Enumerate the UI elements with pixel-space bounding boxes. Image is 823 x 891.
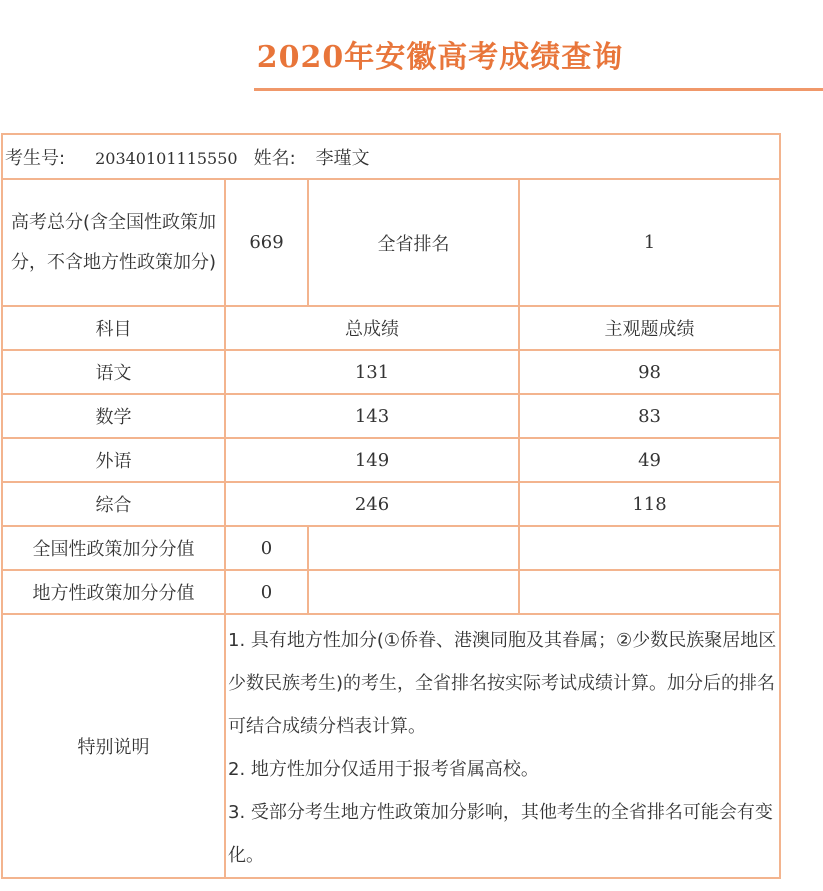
- candidate-info-cell: [2, 134, 780, 179]
- page-title: 2020年安徽高考成绩查询: [256, 40, 624, 75]
- candidate-id-label: 考生号:: [5, 147, 66, 169]
- note-item: 3. 受部分考生地方性政策加分影响，其他考生的全省排名可能会有变化。: [228, 802, 773, 866]
- rank-label: 全省排名: [308, 179, 519, 306]
- total-score-label: 高考总分(含全国性政策加分，不含地方性政策加分): [2, 179, 225, 306]
- total-score-value: 669: [225, 179, 308, 306]
- table-row: [2, 394, 780, 438]
- subject-name: 数学: [2, 394, 225, 438]
- score-table: [1, 133, 781, 879]
- note-item: 1. 具有地方性加分(①侨眷、港澳同胞及其眷属；②少数民族聚居地区少数民族考生)的考生，全省排名按实际考试成绩计算。加分后的排名可结合成绩分档表计算。: [228, 630, 777, 737]
- empty-cell: [308, 570, 519, 614]
- notes-row: [2, 614, 780, 878]
- rank-value: 1: [519, 179, 780, 306]
- note-item: 2. 地方性加分仅适用于报考省属高校。: [228, 759, 539, 780]
- national-bonus-value: 0: [225, 526, 308, 570]
- subject-subjective: 83: [519, 394, 780, 438]
- national-bonus-row: [2, 526, 780, 570]
- header-subjective-score: 主观题成绩: [519, 306, 780, 350]
- total-row: [2, 179, 780, 306]
- subject-subjective: 49: [519, 438, 780, 482]
- table-row: [2, 350, 780, 394]
- local-bonus-row: [2, 570, 780, 614]
- candidate-id-value: 20340101115550: [95, 148, 238, 168]
- subject-header-row: [2, 306, 780, 350]
- subject-total: 143: [225, 394, 519, 438]
- empty-cell: [308, 526, 519, 570]
- candidate-name-label: 姓名:: [253, 147, 296, 169]
- table-row: [2, 482, 780, 526]
- subject-name: 综合: [2, 482, 225, 526]
- subject-name: 外语: [2, 438, 225, 482]
- notes-content: [225, 614, 780, 878]
- subject-total: 246: [225, 482, 519, 526]
- candidate-name-value: 李瑾文: [315, 147, 370, 169]
- local-bonus-label: 地方性政策加分分值: [2, 570, 225, 614]
- notes-label: 特别说明: [2, 614, 225, 878]
- info-row: [2, 134, 780, 179]
- local-bonus-value: 0: [225, 570, 308, 614]
- national-bonus-label: 全国性政策加分分值: [2, 526, 225, 570]
- subject-total: 149: [225, 438, 519, 482]
- subject-subjective: 118: [519, 482, 780, 526]
- title-underline: [254, 88, 823, 91]
- empty-cell: [519, 526, 780, 570]
- header-total-score: 总成绩: [225, 306, 519, 350]
- subject-total: 131: [225, 350, 519, 394]
- empty-cell: [519, 570, 780, 614]
- header-subject: 科目: [2, 306, 225, 350]
- subject-name: 语文: [2, 350, 225, 394]
- subject-subjective: 98: [519, 350, 780, 394]
- table-row: [2, 438, 780, 482]
